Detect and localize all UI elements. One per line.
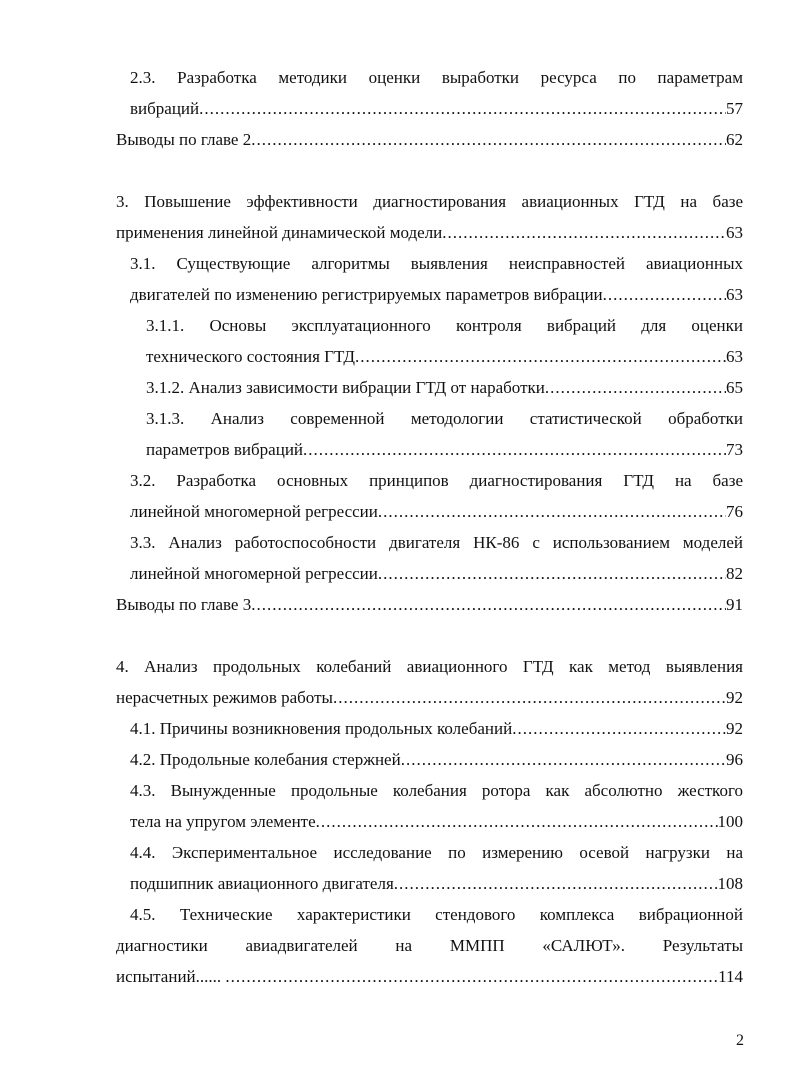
toc-page-number: 100: [717, 812, 743, 831]
toc-entry-text: 4.2. Продольные колебания стержней: [130, 750, 401, 769]
toc-entry-text: 3. Повышение эффективности диагностирования авиационных ГТД на базе: [116, 192, 743, 211]
toc-page-number: 63: [726, 285, 743, 304]
toc-entry-text: 4.5. Технические характеристики стендового комплекса вибрационной: [130, 905, 743, 924]
leader-dots: [442, 217, 726, 248]
toc-entry-text: 4.1. Причины возникновения продольных колебаний: [130, 719, 513, 738]
toc-entry-text: диагностики авиадвигателей на ММПП «САЛЮТ». Результаты: [116, 936, 743, 955]
toc-entry-4-5: [116, 899, 743, 992]
toc-entry-conclusions-3: [116, 589, 743, 620]
leader-dots: [199, 93, 726, 124]
toc-entry-2-3: [116, 62, 743, 124]
toc-page-number: 96: [726, 750, 743, 769]
leader-dots: [378, 558, 726, 589]
toc-entry-text: технического состояния ГТД: [146, 347, 355, 366]
toc-entry-4-1: [116, 713, 743, 744]
toc-page-number: 63: [726, 223, 743, 242]
toc-entry-4-2: [116, 744, 743, 775]
toc-entry-text: 3.3. Анализ работоспособности двигателя НК-86 с использованием моделей: [130, 533, 743, 552]
toc-entry-4-3: [116, 775, 743, 837]
leader-dots: [225, 961, 718, 992]
toc-chapter-4: [116, 651, 743, 713]
toc-entry-3-1: [116, 248, 743, 310]
toc-entry-3-2: [116, 465, 743, 527]
toc-entry-text: параметров вибраций: [146, 440, 304, 459]
toc-entry-text: 4. Анализ продольных колебаний авиационного ГТД как метод выявления: [116, 657, 743, 676]
toc-entry-text: 2.3. Разработка методики оценки выработки ресурса по параметрам: [130, 68, 743, 87]
toc-entry-3-1-2: [116, 372, 743, 403]
table-of-contents: [116, 62, 743, 992]
leader-dots: [394, 868, 718, 899]
toc-entry-text: 3.1.3. Анализ современной методологии статистической обработки: [146, 409, 743, 428]
toc-page-number: 91: [726, 595, 743, 614]
toc-entry-text: Выводы по главе 2: [116, 130, 252, 149]
toc-entry-text: двигателей по изменению регистрируемых параметров вибрации: [130, 285, 603, 304]
toc-entry-text: 4.3. Вынужденные продольные колебания ротора как абсолютно жесткого: [130, 781, 743, 800]
leader-dots: [355, 341, 726, 372]
toc-chapter-3: [116, 186, 743, 248]
toc-entry-3-3: [116, 527, 743, 589]
leader-dots: [251, 124, 726, 155]
leader-dots: [333, 682, 726, 713]
page-number: 2: [736, 1032, 744, 1049]
toc-page-number: 73: [726, 440, 743, 459]
toc-page-number: 65: [726, 378, 743, 397]
toc-entry-4-4: [116, 837, 743, 899]
leader-dots: [512, 713, 726, 744]
toc-entry-text: 4.4. Экспериментальное исследование по измерению осевой нагрузки на: [130, 843, 743, 862]
toc-entry-3-1-1: [116, 310, 743, 372]
toc-page-number: 63: [726, 347, 743, 366]
toc-page-number: 114: [718, 967, 743, 986]
toc-entry-text: линейной многомерной регрессии: [130, 502, 378, 521]
toc-page-number: 92: [726, 719, 743, 738]
leader-dots: [316, 806, 718, 837]
toc-page-number: 57: [726, 99, 743, 118]
toc-entry-text: нерасчетных режимов работы: [116, 688, 333, 707]
leader-dots: [401, 744, 726, 775]
toc-entry-text: 3.1.1. Основы эксплуатационного контроля вибраций для оценки: [146, 316, 743, 335]
toc-page-number: 108: [717, 874, 743, 893]
leader-dots: [603, 279, 726, 310]
toc-entry-text: вибраций: [130, 99, 200, 118]
toc-entry-text: Выводы по главе 3: [116, 595, 252, 614]
toc-entry-text: применения линейной динамической модели: [116, 223, 443, 242]
leader-dots: [545, 372, 726, 403]
leader-dots: [251, 589, 726, 620]
toc-entry-text: линейной многомерной регрессии: [130, 564, 378, 583]
toc-entry-text: 3.2. Разработка основных принципов диагностирования ГТД на базе: [130, 471, 743, 490]
leader-dots: [378, 496, 726, 527]
toc-entry-3-1-3: [116, 403, 743, 465]
toc-entry-text: 3.1. Существующие алгоритмы выявления неисправностей авиационных: [130, 254, 743, 273]
toc-page-number: 76: [726, 502, 743, 521]
toc-entry-text: тела на упругом элементе: [130, 812, 316, 831]
toc-page-number: 62: [726, 130, 743, 149]
toc-entry-text: испытаний......: [116, 967, 226, 986]
leader-dots: [303, 434, 726, 465]
toc-entry-conclusions-2: [116, 124, 743, 155]
toc-entry-text: подшипник авиационного двигателя: [130, 874, 394, 893]
toc-page-number: 82: [726, 564, 743, 583]
toc-page-number: 92: [726, 688, 743, 707]
toc-entry-text: 3.1.2. Анализ зависимости вибрации ГТД от наработки: [146, 378, 545, 397]
